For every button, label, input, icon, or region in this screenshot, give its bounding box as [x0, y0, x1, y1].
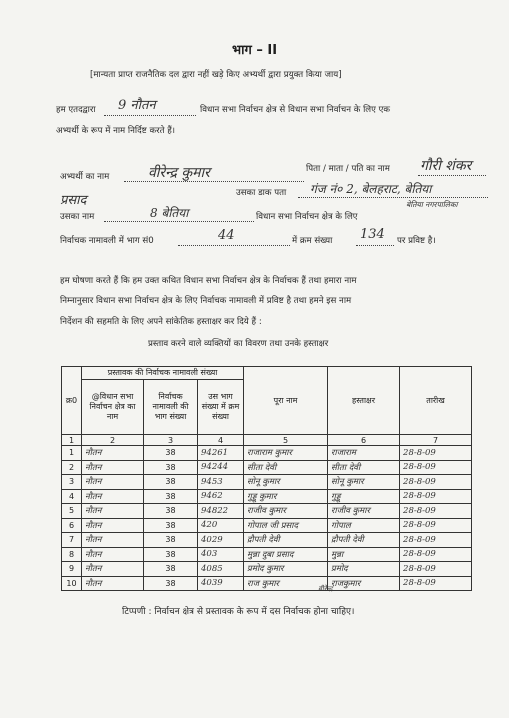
entry-cell: 4085: [198, 562, 244, 577]
name-cell: मुन्ना दुबा प्रसाद: [244, 547, 328, 562]
part-cell: 38: [144, 489, 198, 504]
signature-cell: राजकुमार: [328, 576, 400, 591]
name-cell: सोनू कुमार: [244, 475, 328, 490]
signature-cell: प्रमोद: [328, 562, 400, 577]
serial-cell: 8: [62, 547, 82, 562]
constituency-cell: नौतन: [82, 562, 144, 577]
group-header: प्रस्तावक की निर्वाचक नामावली संख्या: [82, 367, 244, 380]
entry-cell: 94244: [198, 460, 244, 475]
address-value-cont: प्रसाद: [60, 193, 87, 208]
serial-cell: 2: [62, 460, 82, 475]
date-cell: 28-8-09: [400, 489, 472, 504]
part-cell: 38: [144, 576, 198, 591]
date-cell: 28-8-09: [400, 562, 472, 577]
index-cell: 1: [62, 435, 82, 446]
serial-cell: 5: [62, 504, 82, 519]
name-cell: राजीव कुमार: [244, 504, 328, 519]
entry-cell: 403: [198, 547, 244, 562]
serial-cell: 10: [62, 576, 82, 591]
date-cell: 28-8-09: [400, 547, 472, 562]
serial-cell: 4: [62, 489, 82, 504]
date-cell: 28-8-09: [400, 518, 472, 533]
constituency-cell: नौतन: [82, 504, 144, 519]
entry-cell: 4039: [198, 576, 244, 591]
date-cell: 28-8-09: [400, 475, 472, 490]
signature-cell: राजाराम: [328, 446, 400, 461]
date-cell: 28-8-09: [400, 504, 472, 519]
name-cell: गोपाल जी प्रसाद: [244, 518, 328, 533]
table-caption: प्रस्ताव करने वाले व्यक्तियों का विवरण तथा उनके हस्ताक्षर: [148, 339, 329, 349]
col-constituency-header: @विधान सभा निर्वाचन क्षेत्र का नाम: [82, 380, 144, 435]
constituency-cell: नौतन: [82, 576, 144, 591]
col-serial-header: क्र0: [62, 367, 82, 435]
signature-cell: राजीव कुमार: [328, 504, 400, 519]
index-cell: 6: [328, 435, 400, 446]
serial-cell: 7: [62, 533, 82, 548]
name2-value: 8 बेतिया: [150, 206, 189, 220]
serial-cell: 9: [62, 562, 82, 577]
serial-cell: 3: [62, 475, 82, 490]
signature-cell: गोपाल: [328, 518, 400, 533]
table-row: [62, 489, 472, 504]
constituency-cell: नौतन: [82, 518, 144, 533]
part-cell: 38: [144, 533, 198, 548]
entry-cell: 94261: [198, 446, 244, 461]
table-row: [62, 547, 472, 562]
col-signature-header: हस्ताक्षर: [328, 367, 400, 435]
entry-cell: 9453: [198, 475, 244, 490]
proposers-table: [61, 366, 472, 591]
table-row: [62, 562, 472, 577]
declaration-line-3: निर्देशन की सहमति के लिए अपने सांकेतिक हस्ताक्षर कर दिये हैं :: [60, 317, 262, 327]
col-entry-header: उस भाग संख्या में क्रम संख्या: [198, 380, 244, 435]
name2-label: उसका नाम: [60, 212, 95, 222]
part-cell: 38: [144, 562, 198, 577]
roll-label: निर्वाचक नामावली में भाग सं0: [60, 236, 154, 246]
constituency-handwritten: 9 नौतन: [118, 98, 156, 113]
index-cell: 3: [144, 435, 198, 446]
address-value: गंज नं० 2, बेलहराट, बेतिया: [310, 182, 432, 196]
date-cell: 28-8-09: [400, 446, 472, 461]
table-row: [62, 475, 472, 490]
part-cell: 38: [144, 446, 198, 461]
part-cell: 38: [144, 504, 198, 519]
signature-cell: सोनू कुमार: [328, 475, 400, 490]
table-row: [62, 518, 472, 533]
para1-middle: विधान सभा निर्वाचन क्षेत्र से विधान सभा निर्वाचन के लिए एक: [200, 105, 390, 115]
part-cell: 38: [144, 460, 198, 475]
index-row: [62, 435, 472, 446]
name-cell: सीता देवी: [244, 460, 328, 475]
name2-tail: बेतिया नगरपालिका: [406, 200, 458, 209]
candidate-name-value: वीरेन्द्र कुमार: [148, 165, 210, 181]
entry-cell: 4029: [198, 533, 244, 548]
father-name-value: गौरी शंकर: [420, 158, 472, 174]
table-row: [62, 460, 472, 475]
signature-cell: गुड्डू: [328, 489, 400, 504]
name-cell: राज कुमार: [244, 576, 328, 591]
name-cell: गुड्डू कुमार: [244, 489, 328, 504]
part-cell: 38: [144, 518, 198, 533]
address-label: उसका डाक पता: [236, 188, 287, 198]
constituency-cell: नौतन: [82, 547, 144, 562]
col-date-header: तारीख: [400, 367, 472, 435]
entry-cell: 9462: [198, 489, 244, 504]
para1-line2: अभ्यर्थी के रूप में नाम निर्दिष्ट करते हैं।: [56, 126, 176, 136]
signature-cell: द्रौपती देवी: [328, 533, 400, 548]
constituency-cell: नौतन: [82, 475, 144, 490]
serial-suffix: पर प्रविष्ट है।: [397, 236, 436, 246]
roll-part-value: 44: [218, 228, 235, 243]
page-subtitle: [मान्यता प्राप्त राजनैतिक दल द्वारा नहीं खड़े किए अभ्यर्थी द्वारा प्रयुक्त किया जाय]: [90, 70, 342, 80]
entry-cell: 420: [198, 518, 244, 533]
table-row: [62, 533, 472, 548]
father-name-label: पिता / माता / पति का नाम: [306, 164, 390, 174]
name2-suffix: विधान सभा निर्वाचन क्षेत्र के लिए: [256, 212, 358, 222]
part-cell: 38: [144, 475, 198, 490]
below-table-signature: वीरेन्द्र: [318, 585, 333, 593]
constituency-cell: नौतन: [82, 446, 144, 461]
name-cell: प्रमोद कुमार: [244, 562, 328, 577]
part-cell: 38: [144, 547, 198, 562]
index-cell: 2: [82, 435, 144, 446]
page-title: भाग – II: [232, 43, 278, 58]
note: टिप्पणी : निर्वाचन क्षेत्र से प्रस्तावक के रूप में दस निर्वाचक होना चाहिए।: [122, 607, 355, 617]
table-row: [62, 504, 472, 519]
serial-value: 134: [360, 227, 385, 242]
signature-cell: मुन्ना: [328, 547, 400, 562]
entry-cell: 94822: [198, 504, 244, 519]
name-cell: राजाराम कुमार: [244, 446, 328, 461]
signature-cell: सीता देवी: [328, 460, 400, 475]
serial-cell: 6: [62, 518, 82, 533]
col-name-header: पूरा नाम: [244, 367, 328, 435]
index-cell: 5: [244, 435, 328, 446]
table-row: [62, 446, 472, 461]
date-cell: 28-8-09: [400, 576, 472, 591]
index-cell: 7: [400, 435, 472, 446]
date-cell: 28-8-09: [400, 533, 472, 548]
declaration-line-2: निम्नानुसार विधान सभा निर्वाचन क्षेत्र के लिए निर्वाचक नामावली में प्रविष्ट है तथा हमने इस नाम: [60, 296, 352, 306]
constituency-cell: नौतन: [82, 533, 144, 548]
table-row: [62, 576, 472, 591]
date-cell: 28-8-09: [400, 460, 472, 475]
col-part-header: निर्वाचक नामावली की भाग संख्या: [144, 380, 198, 435]
constituency-cell: नौतन: [82, 460, 144, 475]
candidate-name-label: अभ्यर्थी का नाम: [60, 172, 110, 182]
declaration-line-1: हम घोषणा करते हैं कि हम उक्त कथित विधान सभा निर्वाचन क्षेत्र के निर्वाचक हैं तथा हमारा नाम: [60, 276, 357, 286]
para1-prefix: हम एतदद्वारा: [56, 105, 96, 115]
serial-label: में क्रम संख्या: [292, 236, 333, 246]
name-cell: द्रौपती देवी: [244, 533, 328, 548]
serial-cell: 1: [62, 446, 82, 461]
constituency-cell: नौतन: [82, 489, 144, 504]
index-cell: 4: [198, 435, 244, 446]
